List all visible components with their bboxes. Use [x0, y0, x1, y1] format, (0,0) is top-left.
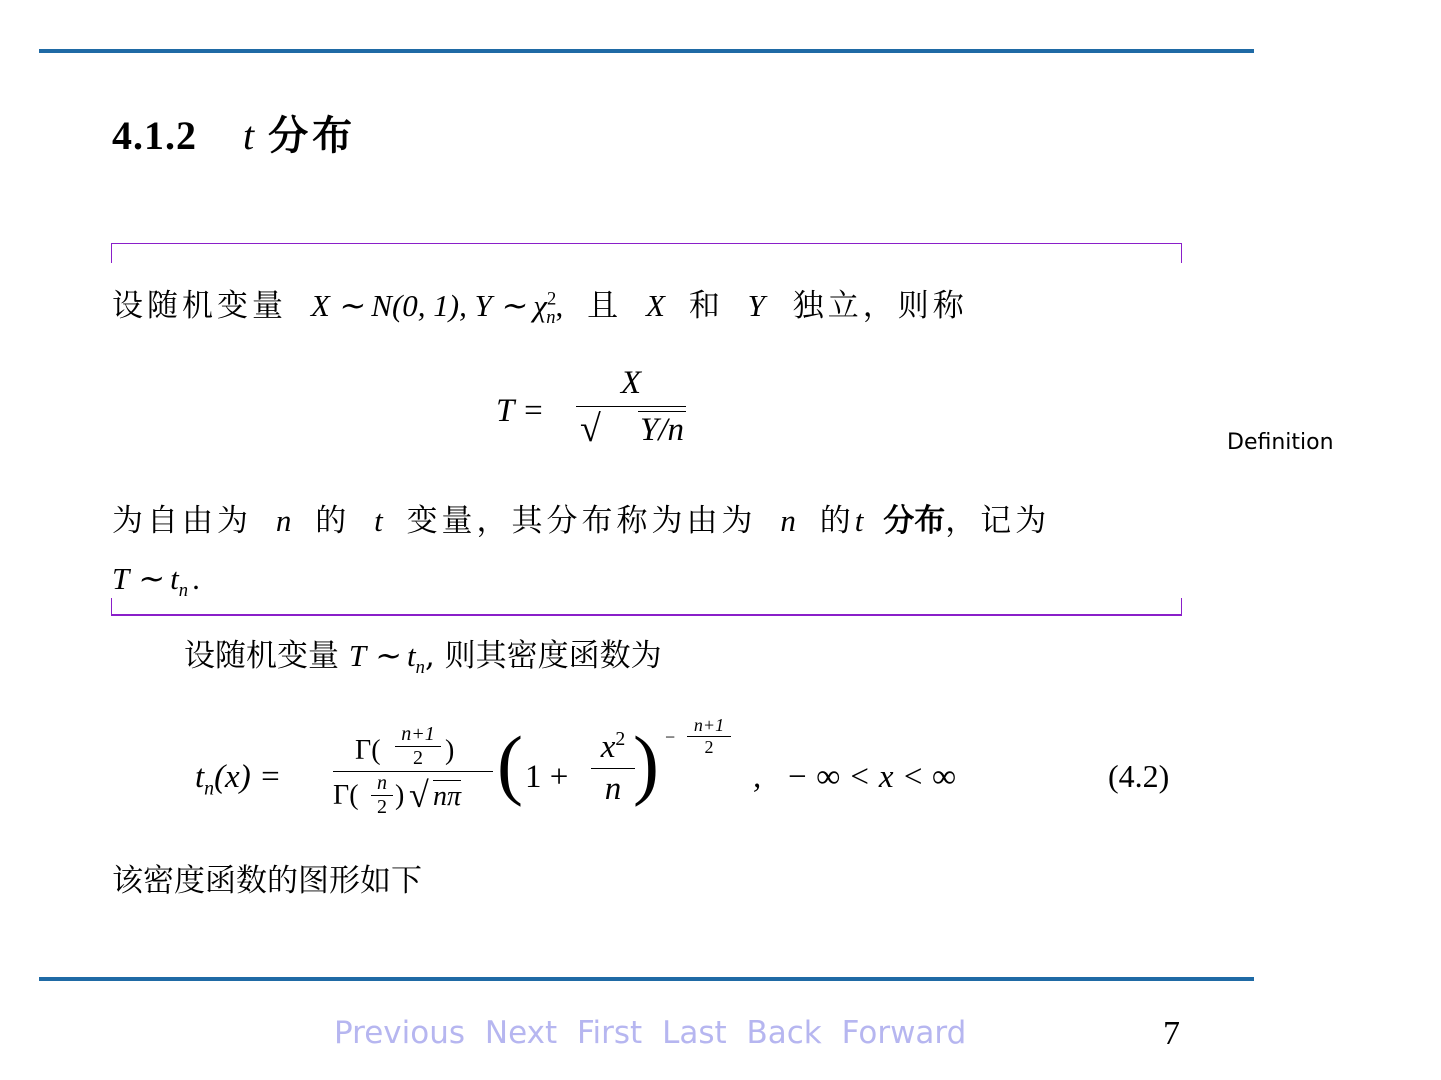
- bottom-rule: [39, 977, 1254, 981]
- nav-last-link[interactable]: Last: [662, 1015, 727, 1051]
- navigation-bar: [334, 1015, 976, 1051]
- definition-line-3: 为自由为 n 的 t 变量，其分布称为由为 n 的t 分布，记为: [112, 503, 1051, 539]
- def-math: X ∼ N(0, 1), Y ∼ χ: [310, 288, 547, 323]
- equation-number: (4.2): [1108, 758, 1170, 794]
- definition-line-4: T ∼ $t_n$ .: [112, 561, 200, 602]
- margin-note-definition: Definition: [1227, 430, 1334, 455]
- def-text: 设随机变量: [112, 288, 287, 324]
- nav-back-link[interactable]: Back: [746, 1015, 822, 1051]
- nav-first-link[interactable]: First: [576, 1015, 643, 1051]
- section-title: [112, 104, 356, 161]
- term-t-distribution: 分布: [883, 503, 946, 539]
- section-variable: t: [243, 113, 255, 158]
- section-number: 4.1.2: [112, 113, 197, 158]
- nav-previous-link[interactable]: Previous: [334, 1015, 466, 1051]
- nav-next-link[interactable]: Next: [484, 1015, 558, 1051]
- t-definition-formula: T = X √ Y/n: [496, 365, 684, 450]
- density-formula: $t_n(x)$ = Γ( n+1 2 ) Γ( n 2 ) √ nπ ( 1 + $x^2$ n ) − n+1 2 , − ∞ < x < ∞: [195, 715, 956, 818]
- graph-intro: 该密度函数的图形如下: [112, 863, 422, 899]
- definition-line-1: 设随机变量 X ∼ N(0, 1), Y ∼ $\chi^2_n$, 且 X 和 Y 独立，则称: [112, 288, 968, 329]
- density-intro: 设随机变量 T ∼ $t_n$, 则其密度函数为: [184, 638, 662, 679]
- nav-forward-link[interactable]: Forward: [841, 1015, 967, 1051]
- top-rule: [39, 49, 1254, 53]
- section-title-text: 分布: [268, 113, 357, 159]
- page-number: 7: [1163, 1015, 1180, 1052]
